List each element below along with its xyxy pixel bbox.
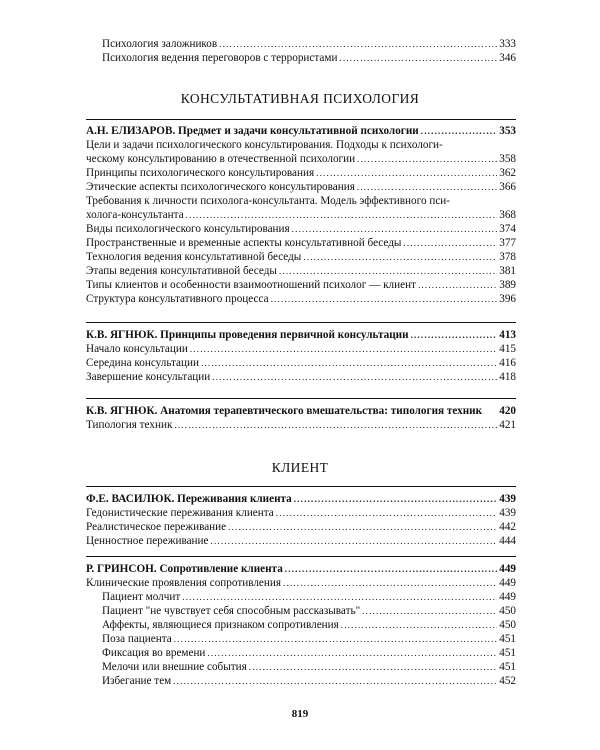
toc-entry: ческому консультированию в отечественной психологии ..... 358 — [86, 152, 516, 166]
toc-entry: Структура консультативного процесса ..... 396 — [86, 292, 516, 306]
chapter-yagnyuk-2 — [86, 404, 516, 432]
chapter-heading: К.В. ЯГНЮК. Принципы проведения первичной консультации ..... 413 — [86, 328, 516, 342]
chapter-elizarov — [86, 124, 516, 306]
section-divider — [86, 398, 516, 399]
toc-subentry: Аффекты, являющиеся признаком сопротивления ..... 450 — [86, 618, 516, 632]
toc-entry — [86, 51, 516, 65]
section-divider — [86, 119, 516, 120]
toc-entry: Типы клиентов и особенности взаимоотношений психолог — клиент ..... 389 — [86, 278, 516, 292]
section-title: КЛИЕНТ — [271, 460, 329, 475]
chapter-heading: А.Н. ЕЛИЗАРОВ. Предмет и задачи консультативной психологии ..... 353 — [86, 124, 516, 138]
toc-subentry: Фиксация во времени ..... 451 — [86, 646, 516, 660]
toc-subentry: Пациент "не чувствует себя способным рассказывать" ..... 450 — [86, 604, 516, 618]
toc-entry: холога-консультанта ..... 368 — [86, 208, 516, 222]
chapter-heading: Ф.Е. ВАСИЛЮК. Переживания клиента ..... 439 — [86, 492, 516, 506]
toc-entry: Этические аспекты психологического консультирования ..... 366 — [86, 180, 516, 194]
entry-title: Психология заложников — [102, 38, 218, 50]
chapter-vasilyuk — [86, 492, 516, 548]
toc-subentry: Мелочи или внешние события ..... 451 — [86, 660, 516, 674]
section-title: КОНСУЛЬТАТИВНАЯ ПСИХОЛОГИЯ — [180, 91, 420, 106]
section-divider — [86, 486, 516, 487]
toc-entry: Начало консультации ..... 415 — [86, 342, 516, 356]
toc-entry: Этапы ведения консультативной беседы ..... 381 — [86, 264, 516, 278]
toc-entry: Середина консультации ..... 416 — [86, 356, 516, 370]
section-divider — [86, 556, 516, 557]
toc-subentry: Поза пациента ..... 451 — [86, 632, 516, 646]
toc-entry: Виды психологического консультирования ..... 374 — [86, 222, 516, 236]
toc-entry: Реалистическое переживание ..... 442 — [86, 520, 516, 534]
toc-subentry: Пациент молчит ..... 449 — [86, 590, 516, 604]
chapter-grinson — [86, 562, 516, 688]
toc-entry — [86, 37, 516, 51]
toc-entry: Завершение консультации ..... 418 — [86, 370, 516, 384]
entry-line: Цели и задачи психологического консультирования. Подходы к психологи- — [86, 139, 443, 151]
toc-entry: Пространственные и временные аспекты консультативной беседы ..... 377 — [86, 236, 516, 250]
toc-entry: Типология техник ..... 421 — [86, 418, 516, 432]
toc-entry: Принципы психологического консультирования ..... 362 — [86, 166, 516, 180]
entry-page: 346 — [499, 52, 516, 64]
toc-entry: Технология ведения консультативной беседы ..... 378 — [86, 250, 516, 264]
toc-entry: Ценностное переживание ..... 444 — [86, 534, 516, 548]
chapter-heading: К.В. ЯГНЮК. Анатомия терапевтического вмешательства: типология техник 420 — [86, 405, 516, 417]
toc-entry: Клинические проявления сопротивления ..... 449 — [86, 576, 516, 590]
chapter-heading: Р. ГРИНСОН. Сопротивление клиента ..... 449 — [86, 562, 516, 576]
entry-line: Требования к личности психолога-консультанта. Модель эффективного пси- — [86, 195, 450, 207]
entry-title: Психология ведения переговоров с террористами — [102, 52, 338, 64]
chapter-yagnyuk-1 — [86, 328, 516, 384]
page-number: 819 — [291, 708, 309, 720]
toc-subentry: Избегание тем ..... 452 — [86, 674, 516, 688]
top-entries — [86, 37, 516, 65]
entry-page: 333 — [499, 38, 516, 50]
toc-entry: Гедонистические переживания клиента ..... 439 — [86, 506, 516, 520]
section-divider — [86, 322, 516, 323]
